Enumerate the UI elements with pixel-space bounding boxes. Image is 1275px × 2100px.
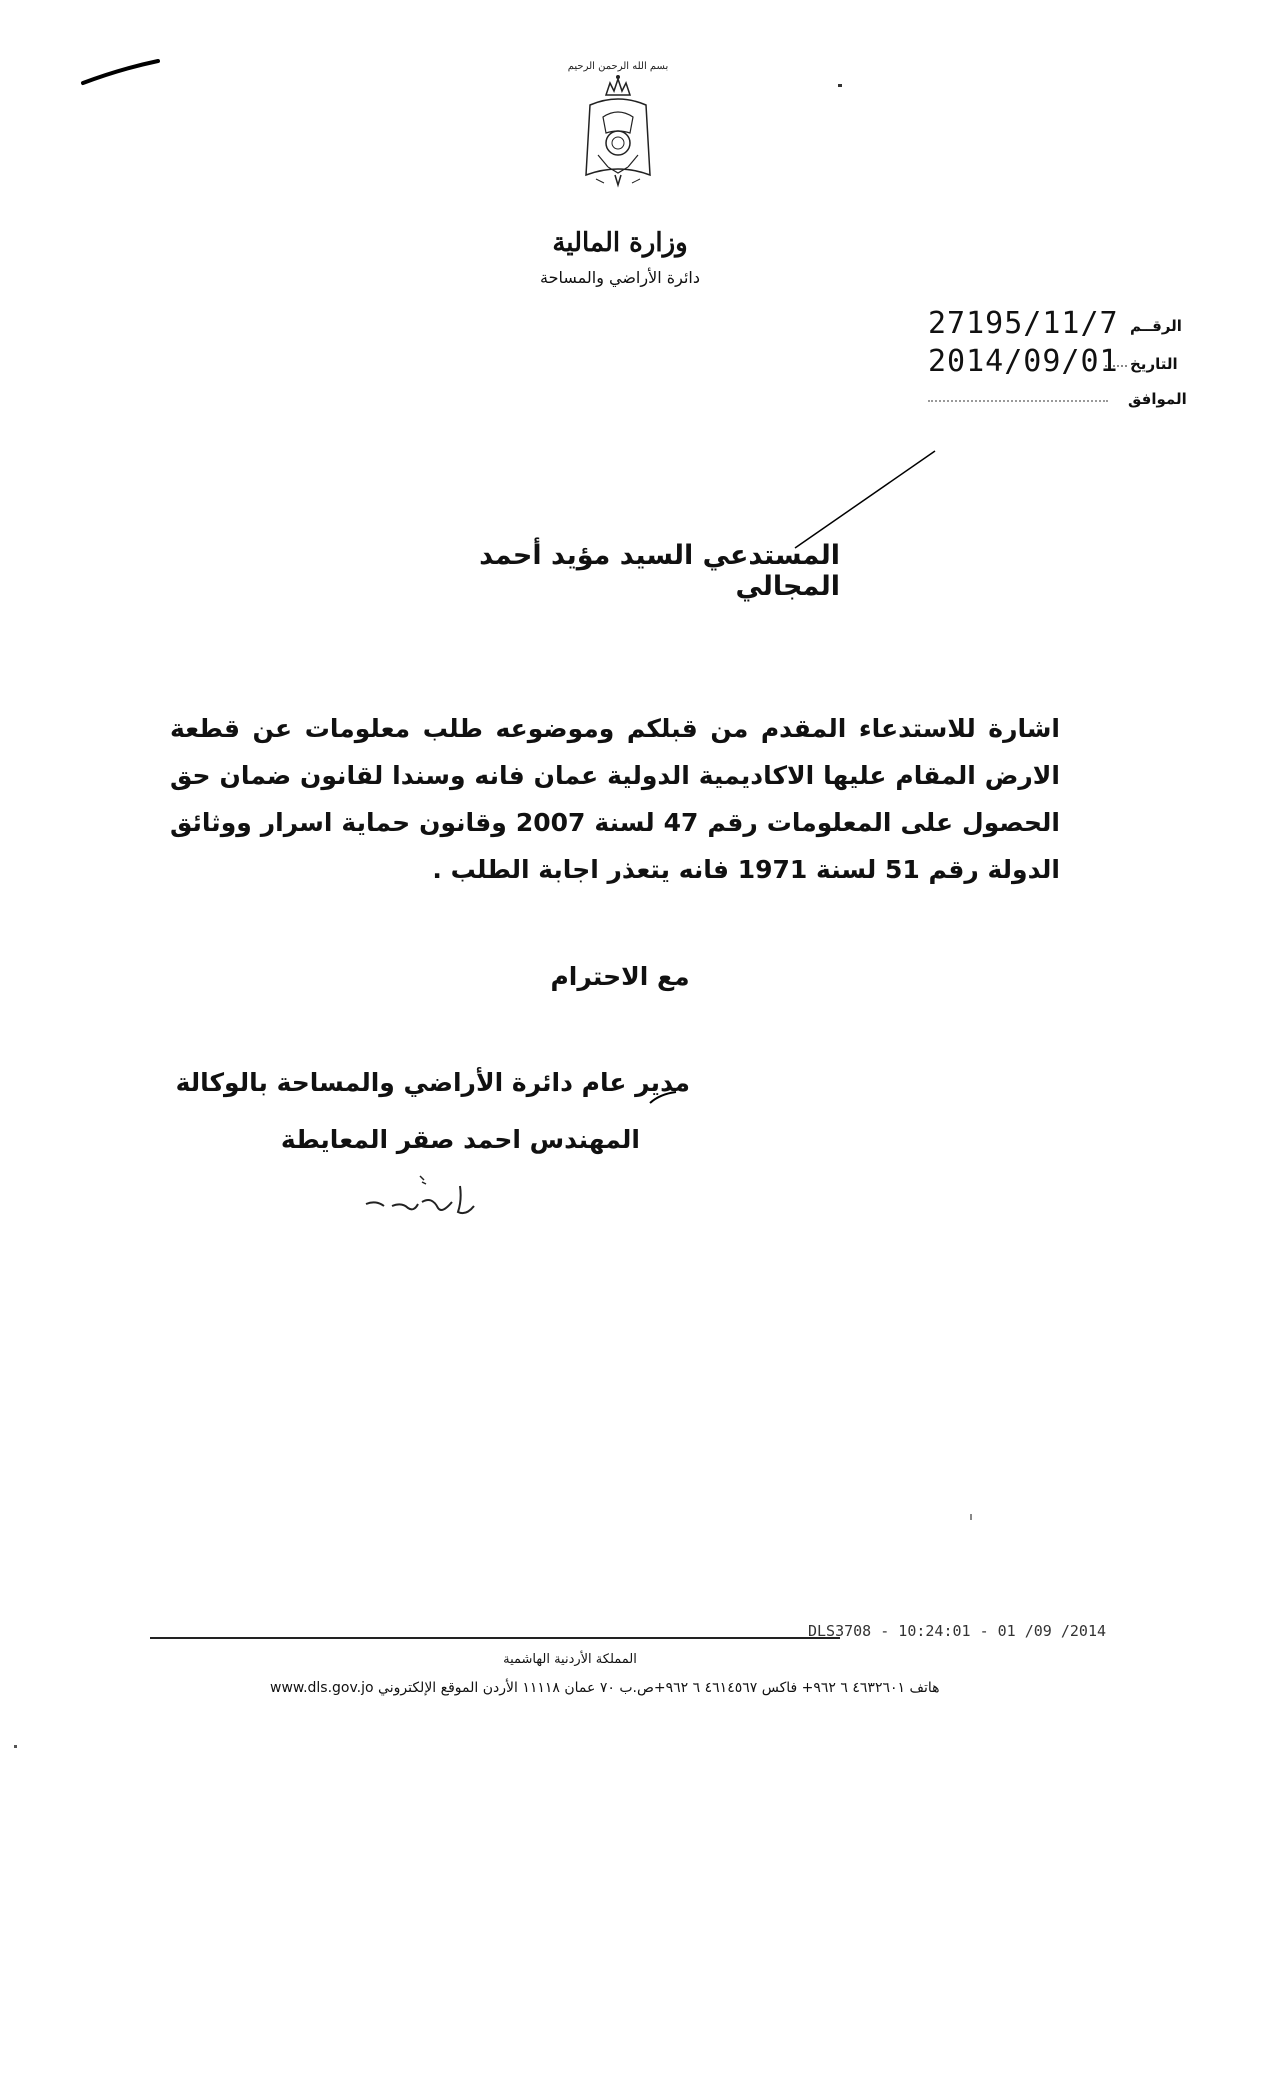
footer-contact: www.dls.gov.jo هاتف ٤٦٣٢٦٠١ ٦ ٩٦٢+ فاكس ٤٦١٤٥٦٧ ٦ ٩٦٢+ص.ب ٧٠ عمان ١١١١٨ الأردن الموقع الإلكتروني bbox=[270, 1680, 940, 1696]
scan-speck bbox=[970, 1514, 972, 1520]
scan-speck bbox=[14, 1745, 17, 1748]
jordan-coat-of-arms-icon bbox=[568, 55, 668, 215]
signatory-name: المهندس احمد صقر المعايطة bbox=[280, 1125, 640, 1154]
crest-motto: بسم الله الرحمن الرحيم bbox=[568, 61, 668, 72]
date-value: 2014/09/01 bbox=[928, 344, 1119, 379]
letter-body: اشارة للاستدعاء المقدم من قبلكم وموضوعه طلب معلومات عن قطعة الارض المقام عليها الاكاديمية الدولية عمان فانه وسندا لقانون ضمان حق الحصول على المعلومات رقم 47 لسنة 2007 وقانون حماية اسرار ووثائق الدولة رقم 51 لسنة 1971 فانه يتعذر اجابة الطلب . bbox=[170, 714, 1060, 884]
closing-greeting: مع الاحترام bbox=[550, 962, 690, 991]
date-label: التاريخ bbox=[1130, 355, 1178, 373]
ministry-title: وزارة المالية bbox=[552, 228, 688, 258]
number-value: 27195/11/7 bbox=[928, 306, 1119, 341]
signatory-title: مدير عام دائرة الأراضي والمساحة بالوكالة bbox=[175, 1068, 690, 1097]
number-label: الرقــم bbox=[1130, 317, 1182, 335]
scan-speck bbox=[838, 84, 842, 87]
pen-stroke-mark bbox=[80, 55, 165, 90]
footer-rule bbox=[150, 1637, 840, 1639]
footer-document-code: DLS3708 - 10:24:01 - 01 /09 /2014 bbox=[808, 1622, 1107, 1640]
diagonal-pen-stroke bbox=[790, 448, 940, 553]
hijri-dotted-leader bbox=[928, 400, 1108, 402]
department-name: دائرة الأراضي والمساحة bbox=[540, 268, 700, 287]
salutation-line: المستدعي السيد مؤيد أحمد المجالي bbox=[479, 540, 840, 602]
hijri-label: الموافق bbox=[1128, 390, 1187, 408]
footer-kingdom: المملكة الأردنية الهاشمية bbox=[503, 1652, 637, 1667]
handwritten-signature bbox=[362, 1172, 492, 1222]
